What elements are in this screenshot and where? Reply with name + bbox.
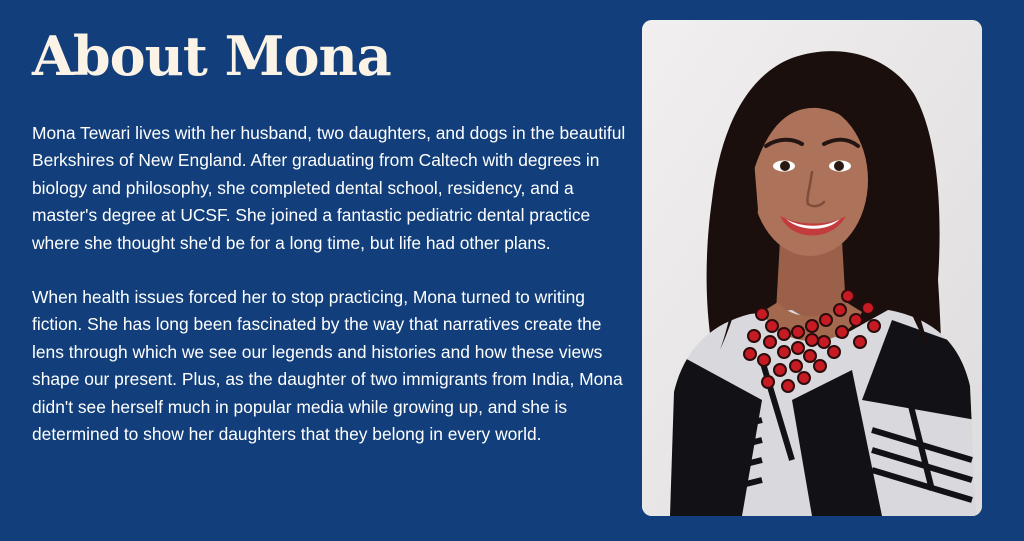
author-portrait	[642, 20, 982, 516]
bio-paragraph-2: When health issues forced her to stop practicing, Mona turned to writing fiction. She has long been fascinated by the way that narratives create the lens through which we see our legends and histories and how these views shape our present. Plus, as the daughter of two immigrants from India, Mona didn't see herself much in popular media while growing up, and she is determined to show her daughters that they belong in every world.	[32, 287, 623, 445]
page-title: About Mona	[32, 24, 391, 88]
about-section	[32, 18, 632, 448]
author-portrait-illustration	[642, 20, 982, 516]
bio-paragraph-1: Mona Tewari lives with her husband, two daughters, and dogs in the beautiful Berkshires of New England. After graduating from Caltech with degrees in biology and philosophy, she completed dental school, residency, and a master's degree at UCSF. She joined a fantastic pediatric dental practice where she thought she'd be for a long time, but life had other plans.	[32, 123, 626, 253]
